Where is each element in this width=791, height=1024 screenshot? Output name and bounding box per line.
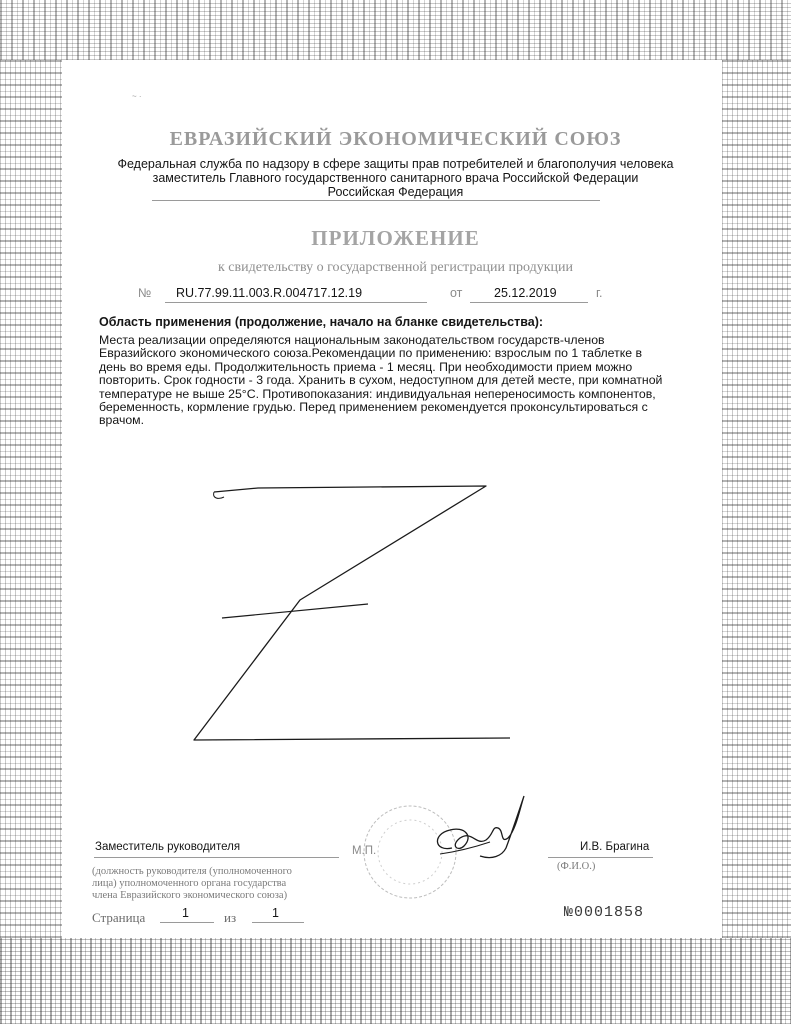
- document-subtitle: к свидетельству о государственной регистрации продукции: [217, 260, 574, 275]
- section-title: Область применения (продолжение, начало на бланке свидетельства):: [99, 315, 544, 329]
- page-total-underline: [252, 922, 304, 923]
- body-line: Евразийского экономического союза.Рекомендации по применению: взрослым по 1 таблетке в: [99, 346, 643, 361]
- body-line: повторить. Срок годности - 3 года. Хранить в сухом, недоступном для детей месте, при комнатной: [99, 373, 663, 388]
- blank-serial-number: №0001858: [564, 904, 645, 921]
- body-line: день во время еды. Продолжительность приема - 1 месяц. При необходимости прием можно: [99, 359, 633, 374]
- position-underline: [94, 857, 339, 858]
- signer-caption: (Ф.И.О.): [557, 861, 596, 872]
- body-line: температуре не выше 25°С. Противопоказания: индивидуальная непереносимость компонентов,: [99, 386, 656, 401]
- signer-underline: [548, 857, 653, 858]
- document-title: ПРИЛОЖЕНИЕ: [311, 226, 480, 250]
- year-suffix: г.: [596, 286, 603, 300]
- certificate-date: 25.12.2019: [494, 286, 557, 300]
- signature-icon: [420, 790, 530, 870]
- date-label: от: [450, 286, 463, 300]
- page-label: Страница: [92, 910, 146, 925]
- certificate-number: RU.77.99.11.003.R.004717.12.19: [176, 286, 363, 300]
- page-of-label: из: [224, 910, 237, 925]
- position-caption-line: члена Евразийского экономического союза): [92, 890, 288, 901]
- position-title: Заместитель руководителя: [95, 841, 241, 853]
- agency-line-2: заместитель Главного государственного санитарного врача Российской Федерации: [152, 171, 639, 185]
- position-caption-line: (должность руководителя (уполномоченного: [92, 866, 292, 877]
- scan-mark: ~ ·: [132, 92, 142, 101]
- stamp-label: М.П.: [352, 845, 377, 857]
- body-line: врачом.: [99, 413, 145, 428]
- body-line: Места реализации определяются национальным законодательством государств-членов: [99, 333, 605, 347]
- page-total: 1: [272, 906, 279, 920]
- position-caption-line: лица) уполномоченного органа государства: [92, 878, 287, 889]
- agency-line-1: Федеральная служба по надзору в сфере защиты прав потребителей и благополучия человека: [117, 157, 674, 171]
- union-heading: ЕВРАЗИЙСКИЙ ЭКОНОМИЧЕСКИЙ СОЮЗ: [169, 128, 622, 150]
- number-label: №: [138, 286, 152, 300]
- body-line: беременность, кормление грудью. Перед применением рекомендуется проконсультироваться с: [99, 400, 648, 415]
- page-current: 1: [182, 906, 189, 920]
- agency-line-3: Российская Федерация: [327, 185, 464, 199]
- page-current-underline: [160, 922, 214, 923]
- signer-name: И.В. Брагина: [580, 841, 650, 853]
